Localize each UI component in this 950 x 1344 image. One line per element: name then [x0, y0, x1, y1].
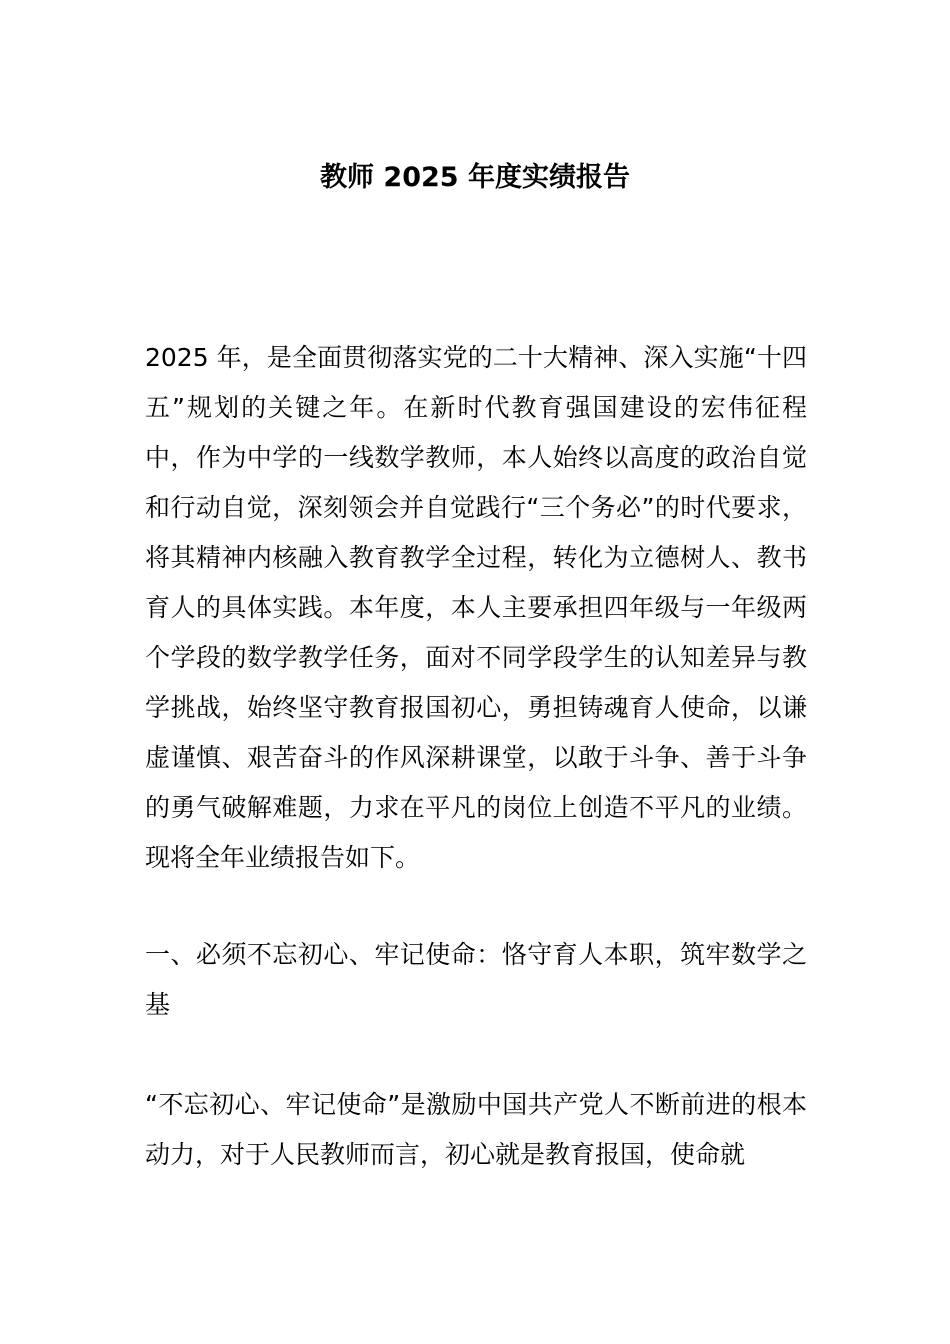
intro-paragraph: 2025 年，是全面贯彻落实党的二十大精神、深入实施“十四五”规划的关键之年。在新时代教育强国建设的宏伟征程中，作为中学的一线数学教师，本人始终以高度的政治自觉和行动自觉，深刻领会并自觉践行“三个务必”的时代要求，将其精神内核融入教育教学全过程，转化为立德树人、教书育人的具体实践。本年度，本人主要承担四年级与一年级两个学段的数学教学任务，面对不同学段学生的认知差异与教学挑战，始终坚守教育报国初心，勇担铸魂育人使命，以谦虚谨慎、艰苦奋斗的作风深耕课堂，以敢于斗争、善于斗争的勇气破解难题，力求在平凡的岗位上创造不平凡的业绩。现将全年业绩报告如下。 [145, 343, 807, 872]
section-paragraph: “不忘初心、牢记使命”是激励中国共产党人不断前进的根本动力，对于人民教师而言，初心就是教育报国，使命就 [145, 1090, 807, 1169]
section-heading: 一、必须不忘初心、牢记使命：恪守育人本职，筑牢数学之基 [145, 940, 807, 1019]
document-title: 教师 2025 年度实绩报告 [320, 162, 630, 193]
